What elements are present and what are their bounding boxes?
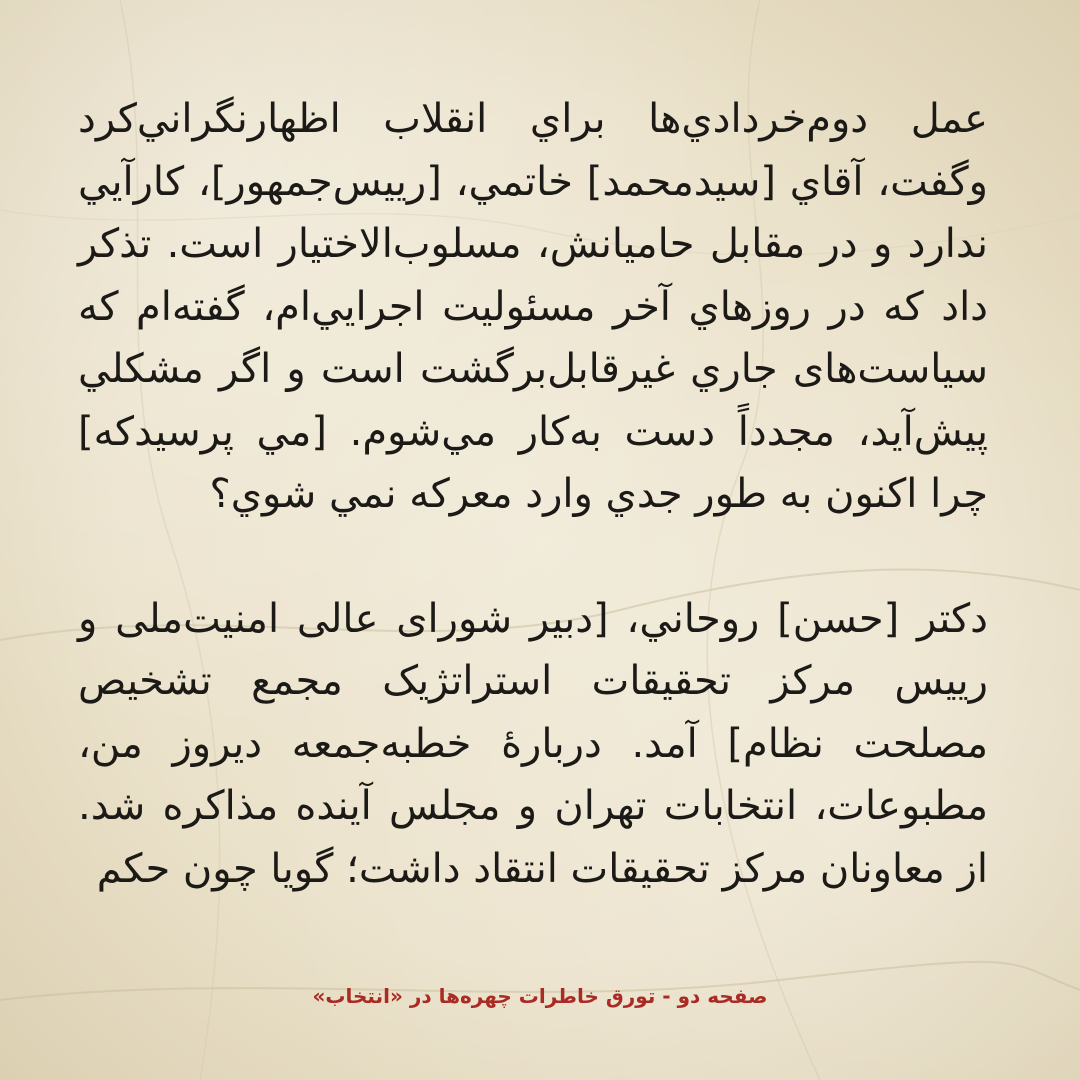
paragraph-2: دكتر [حسن] روحاني، [دبير شورای عالی امنيت‌ملی و رييس مركز تحقيقات استراتژيک مجمع تشخيص مصلحت نظام] آمد. دربارهٔ خطبه‌جمعه ديروز من، مطبوعات، انتخابات تهران و مجلس آينده مذاكره شد. از معاونان مركز تحقيقات انتقاد داشت؛ گويا چون حكم xyxy=(78,595,988,892)
paragraph-gap xyxy=(78,526,988,588)
page-footer: صفحه دو - تورق خاطرات چهره‌ها در «انتخاب» xyxy=(312,984,768,1008)
paragraph-1: عمل دوم‌خردادي‌ها براي انقلاب اظهارنگراني‌كرد وگفت، آقاي [سيدمحمد] خاتمي، [رييس‌جمهور]، كارآيي ندارد و در مقابل حاميانش، مسلوب‌الاختيار است. تذكر داد كه در روزهاي آخر مسئوليت اجرايي‌ام، گفته‌ام كه سياست‌های جاري غيرقابل‌برگشت است و اگر مشكلي پيش‌آيد، مجدداً دست به‌كار مي‌شوم. [مي پرسيدكه] چرا اكنون به طور جدي وارد معركه نمي شوي؟ xyxy=(78,96,988,517)
memoir-text xyxy=(78,88,988,900)
